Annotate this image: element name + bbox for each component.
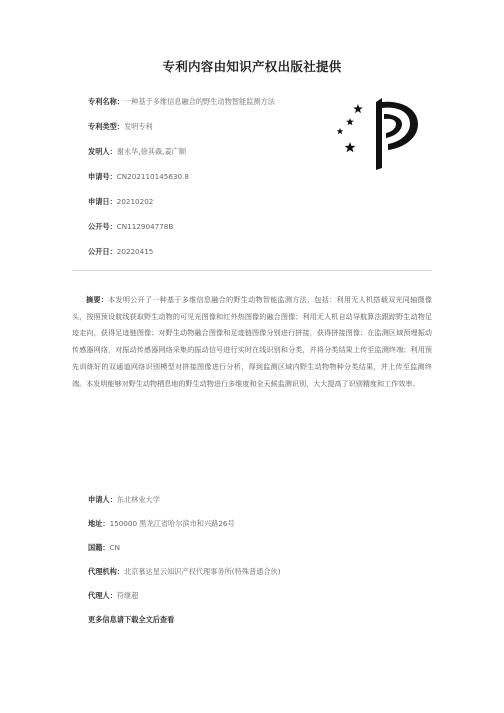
application-no-label: 申请号： [88,172,117,181]
meta-row-application-no [88,171,348,196]
application-date-value: 20210202 [116,197,154,206]
applicant-info [88,494,428,638]
meta-row-inventors [88,146,348,171]
abstract-text: 本发明公开了一种基于多维信息融合的野生动物智能监测方法，包括：利用无人机搭载双光同轴摄像头，按照预设航线获取野生动物的可见光图像和红外热图像的融合图像；利用无人机自动导航算法跟踪野生动物足迹走向，获得足迹链图像；对野生动物融合图像和足迹链图像分别进行拼接，获得拼接图像；在监测区域预埋振动传感器网络，对振动传感器网络采集的振动信号进行实时在线识别和分类，并将分类结果上传至监测终端；利用预先训练好的双通道网络识别模型对拼接图像进行分析，得到监测区域内野生动物物种分类结果，并上传至监测终端。本发明能够对野生动物栖息地的野生动物进行多维度和全天候监测识别，大大提高了识别精度和工作效率。 [72,295,433,388]
agent-label: 代理人： [88,591,117,600]
star-icon [353,104,363,113]
abstract-section [72,292,432,392]
application-date-label: 申请日： [88,197,117,206]
patent-name-label: 专利名称： [88,97,124,106]
agency-value: 北京慕达星云知识产权代理事务所(特殊普通合伙) [123,567,281,576]
patent-type-value: 发明专利 [123,122,153,131]
meta-row-publication-no [88,221,348,246]
star-icon [337,128,344,134]
abstract-label: 摘要： [86,295,109,304]
publication-no-label: 公开号： [88,222,117,231]
agent-value: 符继超 [116,591,139,600]
agency-label: 代理机构： [88,567,124,576]
info-row-country [88,542,428,566]
page-title: 专利内容由知识产权出版社提供 [162,59,342,74]
info-row-more [88,614,428,638]
meta-row-publication-date [88,246,348,271]
info-row-applicant [88,494,428,518]
country-label: 国籍： [88,543,110,552]
info-row-agency [88,566,428,590]
inventors-label: 发明人： [88,147,117,156]
country-value: CN [109,543,120,552]
patent-type-label: 专利类型： [88,122,124,131]
address-label: 地址： [88,519,110,528]
meta-row-application-date [88,196,348,221]
application-no-value: CN202110145630.8 [116,172,189,181]
patent-meta [88,96,348,271]
star-icon [346,118,354,125]
publication-date-value: 20220415 [116,247,154,256]
section-divider [72,270,432,271]
applicant-label: 申请人： [88,495,117,504]
info-row-agent [88,590,428,614]
address-value: 150000 黑龙江省哈尔滨市和兴路26号 [109,519,235,528]
info-row-address [88,518,428,542]
inventors-value: 谢永华,徐其森,姜广顺 [116,147,187,156]
meta-row-patent-type [88,121,348,146]
applicant-value: 东北林业大学 [116,495,160,504]
star-icon [345,142,356,152]
publisher-emblem-icon [328,92,432,172]
download-fulltext-link[interactable]: 更多信息请下载全文后查看 [88,615,175,624]
publication-date-label: 公开日： [88,247,117,256]
publication-no-value: CN112904778B [116,222,174,231]
patent-name-value: 一种基于多维信息融合的野生动物智能监测方法 [123,97,275,106]
meta-row-patent-name [88,96,348,121]
